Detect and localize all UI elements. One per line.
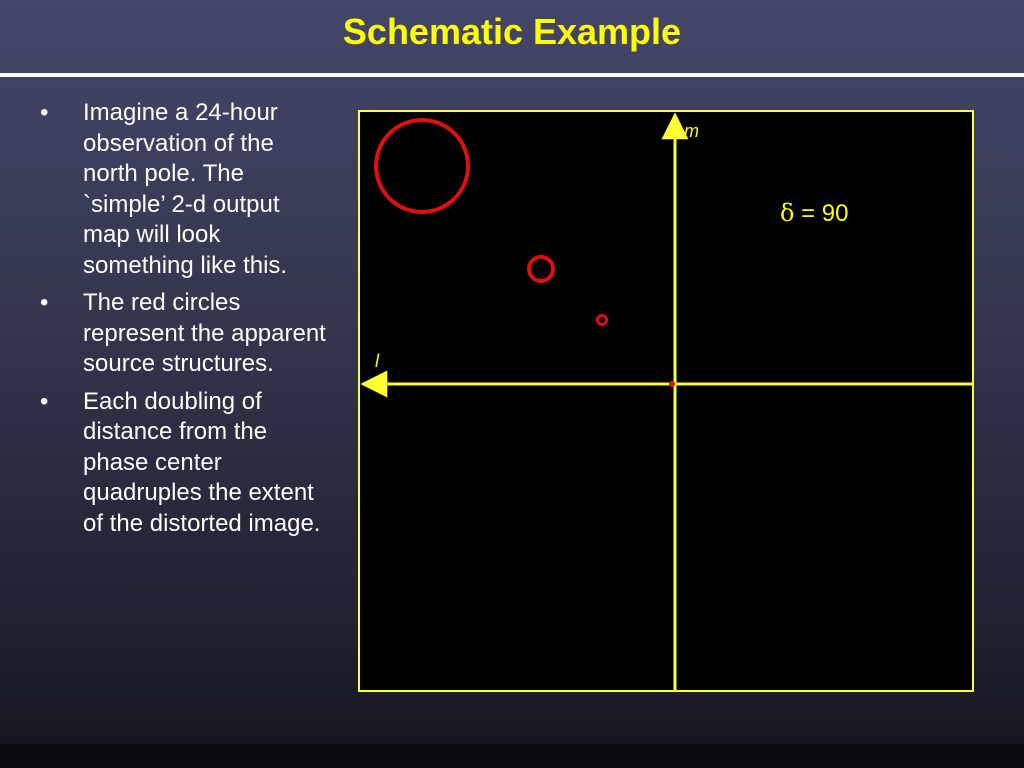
bullet-glyph: • (40, 289, 49, 316)
delta-symbol: δ (780, 199, 795, 227)
bullet-text: Each doubling of distance from the phase center quadruples the extent of the distorted image. (83, 387, 321, 537)
m-axis-label: m (684, 121, 699, 141)
declination-label (780, 199, 849, 227)
footer-band (0, 744, 1024, 768)
bullet-glyph: • (40, 387, 49, 415)
bullet-glyph: • (40, 99, 49, 126)
bullet-text: The red circles represent the apparent source structures. (83, 289, 326, 377)
l-axis-label: l (375, 351, 379, 371)
map-frame (359, 111, 973, 691)
slide-title: Schematic Example (342, 11, 682, 52)
delta-value: = 90 (794, 200, 849, 227)
bullet-text: Imagine a 24-hour observation of the north pole. The `simple’ 2-d output map will look something like this. (83, 99, 288, 279)
phase-center-dot (669, 381, 675, 387)
